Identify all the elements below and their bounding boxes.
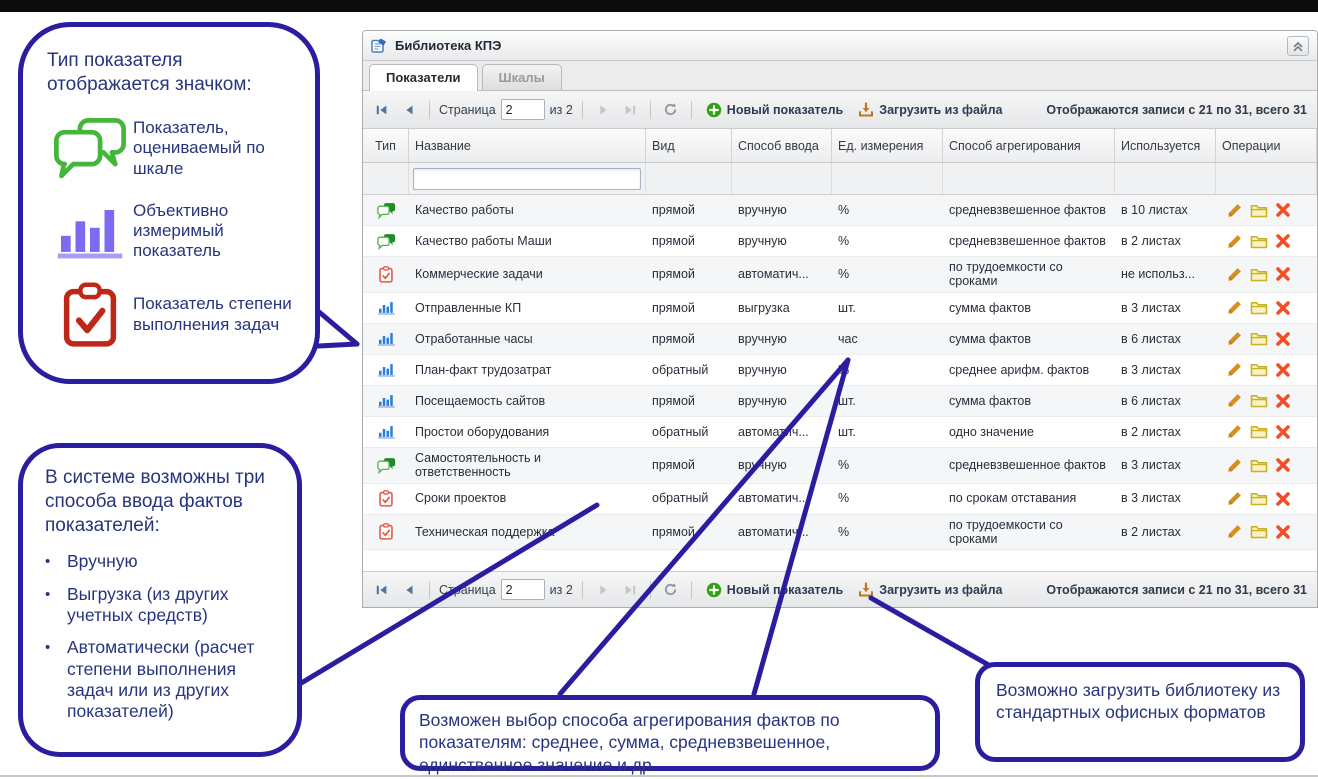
folder-icon[interactable] xyxy=(1250,300,1268,315)
toolbar-separator xyxy=(691,101,692,119)
table-row[interactable] xyxy=(363,257,1317,293)
cell-used: в 2 листах xyxy=(1121,524,1181,539)
delete-icon[interactable] xyxy=(1275,457,1291,473)
cell-kind: обратный xyxy=(652,362,709,377)
edit-icon[interactable] xyxy=(1226,423,1243,440)
scale-icon xyxy=(377,457,396,474)
grid-header xyxy=(363,129,1317,163)
next-page-button[interactable] xyxy=(592,99,614,121)
bullet-marker: • xyxy=(45,585,51,603)
table-row[interactable] xyxy=(363,324,1317,355)
prev-page-button[interactable] xyxy=(398,579,420,601)
cell-unit: % xyxy=(838,457,850,472)
cell-used: в 2 листах xyxy=(1121,233,1181,248)
edit-icon[interactable] xyxy=(1226,330,1243,347)
cell-kind: прямой xyxy=(652,300,695,315)
last-page-button[interactable] xyxy=(619,579,641,601)
cell-name: Простои оборудования xyxy=(415,424,550,439)
toolbar-separator xyxy=(582,581,583,599)
toolbar-separator xyxy=(650,101,651,119)
delete-icon[interactable] xyxy=(1275,524,1291,540)
bars-icon xyxy=(378,362,395,377)
delete-icon[interactable] xyxy=(1275,300,1291,316)
tab-scales[interactable]: Шкалы xyxy=(482,64,562,90)
callout-input-methods xyxy=(18,443,302,757)
cell-input: вручную xyxy=(738,393,787,408)
column-header-type[interactable]: Тип xyxy=(363,129,409,163)
cell-input: автоматич... xyxy=(738,267,809,282)
cell-name: Качество работы xyxy=(415,202,514,217)
cell-input: вручную xyxy=(738,457,787,472)
cell-kind: обратный xyxy=(652,491,709,506)
column-header-kind[interactable]: Вид xyxy=(646,129,732,163)
delete-icon[interactable] xyxy=(1275,202,1291,218)
table-row[interactable] xyxy=(363,515,1317,551)
callout-text: Возможно загрузить библиотеку из стандартных офисных форматов xyxy=(996,680,1281,723)
cell-operations xyxy=(1216,515,1317,550)
column-header-unit[interactable]: Ед. измерения xyxy=(832,129,943,163)
cell-used: в 3 листах xyxy=(1121,457,1181,472)
cell-aggregation: по трудоемкости со сроками xyxy=(949,517,1063,546)
panel-header xyxy=(363,31,1317,61)
folder-icon[interactable] xyxy=(1250,458,1268,473)
callout-import xyxy=(975,662,1305,762)
bottom-toolbar xyxy=(363,571,1317,607)
panel-title: Библиотека КПЭ xyxy=(395,38,502,53)
toolbar-separator xyxy=(429,101,430,119)
cell-name: Техническая поддержка xyxy=(415,524,555,539)
cell-input: автоматич... xyxy=(738,524,809,539)
table-row[interactable] xyxy=(363,448,1317,484)
library-icon xyxy=(371,37,388,54)
top-black-bar xyxy=(0,0,1318,12)
scale-icon xyxy=(377,202,396,219)
cell-kind: прямой xyxy=(652,331,695,346)
name-filter-input[interactable] xyxy=(413,168,641,190)
delete-icon[interactable] xyxy=(1275,233,1291,249)
bars-icon xyxy=(378,393,395,408)
folder-icon[interactable] xyxy=(1250,267,1268,282)
table-row[interactable] xyxy=(363,226,1317,257)
bars-icon xyxy=(378,331,395,346)
table-row[interactable] xyxy=(363,293,1317,324)
edit-icon[interactable] xyxy=(1226,457,1243,474)
edit-icon[interactable] xyxy=(1226,202,1243,219)
task-type-icon xyxy=(47,282,133,348)
cell-kind: прямой xyxy=(652,267,695,282)
cell-aggregation: по трудоемкости со сроками xyxy=(949,260,1063,289)
cell-aggregation: средневзвешенное фактов xyxy=(949,202,1106,217)
cell-aggregation: средневзвешенное фактов xyxy=(949,457,1106,472)
table-row[interactable] xyxy=(363,484,1317,515)
toolbar-separator xyxy=(650,581,651,599)
column-header-input[interactable]: Способ ввода xyxy=(732,129,832,163)
cell-aggregation: средневзвешенное фактов xyxy=(949,233,1106,248)
cell-operations xyxy=(1216,324,1317,354)
cell-unit: % xyxy=(838,524,850,539)
cell-input: вручную xyxy=(738,202,787,217)
refresh-button[interactable] xyxy=(660,579,682,601)
folder-icon[interactable] xyxy=(1250,331,1268,346)
callout-aggregation xyxy=(400,695,940,775)
cell-name: План-факт трудозатрат xyxy=(415,362,552,377)
folder-icon[interactable] xyxy=(1250,491,1268,506)
cell-used: в 6 листах xyxy=(1121,331,1181,346)
cell-unit: % xyxy=(838,202,850,217)
last-page-button[interactable] xyxy=(619,99,641,121)
page-of-label: из 2 xyxy=(549,582,573,597)
scale-type-icon xyxy=(47,117,133,181)
bullet-item: • Автоматически (расчет степени выполнения задач или из других показателей) xyxy=(45,637,255,722)
folder-icon[interactable] xyxy=(1250,424,1268,439)
bullet-item: • Вручную xyxy=(45,551,138,572)
cell-operations xyxy=(1216,484,1317,514)
edit-icon[interactable] xyxy=(1226,392,1243,409)
cell-used: в 2 листах xyxy=(1121,424,1181,439)
records-info: Отображаются записи с 21 по 31, всего 31 xyxy=(1046,582,1307,597)
folder-icon[interactable] xyxy=(1250,234,1268,249)
cell-name: Самостоятельность и ответственность xyxy=(415,450,541,480)
top-toolbar xyxy=(363,91,1317,129)
cell-unit: шт. xyxy=(838,424,856,439)
page-label: Страница xyxy=(439,582,496,597)
cell-aggregation: по срокам отставания xyxy=(949,491,1077,506)
page-label: Страница xyxy=(439,102,496,117)
cell-input: выгрузка xyxy=(738,300,790,315)
edit-icon[interactable] xyxy=(1226,490,1243,507)
type-item-scale xyxy=(47,117,297,181)
cell-unit: % xyxy=(838,491,850,506)
edit-icon[interactable] xyxy=(1226,233,1243,250)
column-header-name[interactable]: Название xyxy=(409,129,646,163)
cell-kind: прямой xyxy=(652,233,695,248)
column-header-operations[interactable]: Операции xyxy=(1216,129,1317,163)
table-row[interactable] xyxy=(363,355,1317,386)
cell-name: Отработанные часы xyxy=(415,331,533,346)
cell-kind: прямой xyxy=(652,457,695,472)
cell-operations xyxy=(1216,226,1317,256)
collapse-button[interactable] xyxy=(1287,36,1309,56)
first-page-button[interactable] xyxy=(371,99,393,121)
cell-used: в 3 листах xyxy=(1121,491,1181,506)
cell-name: Сроки проектов xyxy=(415,491,507,506)
type-item-bars xyxy=(47,201,297,262)
type-item-label: Показатель, оцениваемый по шкале xyxy=(133,117,265,178)
scale-icon xyxy=(377,233,396,250)
bullet-item: • Выгрузка (из других учетных средств) xyxy=(45,583,229,625)
toolbar-separator xyxy=(582,101,583,119)
cell-used: в 3 листах xyxy=(1121,300,1181,315)
page-input[interactable] xyxy=(501,579,545,600)
folder-icon[interactable] xyxy=(1250,203,1268,218)
delete-icon[interactable] xyxy=(1275,266,1291,282)
records-info: Отображаются записи с 21 по 31, всего 31 xyxy=(1046,102,1307,117)
bullet-marker: • xyxy=(45,639,51,657)
toolbar-separator xyxy=(429,581,430,599)
cell-used: в 6 листах xyxy=(1121,393,1181,408)
task-icon xyxy=(379,266,393,283)
cell-operations xyxy=(1216,195,1317,225)
delete-icon[interactable] xyxy=(1275,424,1291,440)
delete-icon[interactable] xyxy=(1275,331,1291,347)
type-item-label: Объективно измеримый показатель xyxy=(133,200,229,261)
edit-icon[interactable] xyxy=(1226,299,1243,316)
cell-unit: % xyxy=(838,233,850,248)
refresh-button[interactable] xyxy=(660,99,682,121)
cell-unit: % xyxy=(838,362,850,377)
cell-aggregation: сумма фактов xyxy=(949,331,1031,346)
table-row[interactable] xyxy=(363,195,1317,226)
cell-unit: шт. xyxy=(838,300,856,315)
delete-icon[interactable] xyxy=(1275,362,1291,378)
folder-icon[interactable] xyxy=(1250,524,1268,539)
task-icon xyxy=(379,490,393,507)
callout-title: Тип показателя отображается значком: xyxy=(47,50,252,95)
cell-operations xyxy=(1216,355,1317,385)
cell-input: вручную xyxy=(738,362,787,377)
cell-used: в 3 листах xyxy=(1121,362,1181,377)
cell-input: вручную xyxy=(738,233,787,248)
cell-kind: прямой xyxy=(652,524,695,539)
grid-rows xyxy=(363,195,1317,571)
toolbar-separator xyxy=(691,581,692,599)
bullet-marker: • xyxy=(45,553,51,571)
tab-indicators[interactable]: Показатели xyxy=(369,64,478,91)
edit-icon[interactable] xyxy=(1226,361,1243,378)
cell-operations xyxy=(1216,257,1317,292)
type-item-task xyxy=(47,282,297,348)
folder-icon[interactable] xyxy=(1250,393,1268,408)
column-header-aggregation[interactable]: Способ агрегирования xyxy=(943,129,1115,163)
callout-text: Возможен выбор способа агрегирования фактов по показателям: среднее, сумма, средневзвешенное, единственное значение и др. xyxy=(419,710,840,775)
bars-type-icon xyxy=(47,202,133,260)
bars-icon xyxy=(378,424,395,439)
task-icon xyxy=(379,523,393,540)
cell-input: автоматич... xyxy=(738,424,809,439)
first-page-button[interactable] xyxy=(371,579,393,601)
cell-used: не использ... xyxy=(1121,267,1195,282)
cell-kind: обратный xyxy=(652,424,709,439)
filter-row xyxy=(363,163,1317,195)
load-from-file-button[interactable]: Загрузить из файла xyxy=(853,580,1007,600)
table-row[interactable] xyxy=(363,386,1317,417)
cell-operations xyxy=(1216,417,1317,447)
tab-strip xyxy=(363,61,1317,91)
cell-name: Посещаемость сайтов xyxy=(415,393,546,408)
page-input[interactable] xyxy=(501,99,545,120)
bars-icon xyxy=(378,300,395,315)
cell-unit: час xyxy=(838,331,858,346)
type-item-label: Показатель степени выполнения задач xyxy=(133,294,292,334)
cell-operations xyxy=(1216,386,1317,416)
cell-kind: прямой xyxy=(652,393,695,408)
next-page-button[interactable] xyxy=(592,579,614,601)
new-indicator-button[interactable]: Новый показатель xyxy=(701,100,848,120)
cell-aggregation: сумма фактов xyxy=(949,393,1031,408)
column-header-used[interactable]: Используется xyxy=(1115,129,1216,163)
callout-indicator-types xyxy=(18,22,320,384)
cell-input: автоматич... xyxy=(738,491,809,506)
edit-icon[interactable] xyxy=(1226,266,1243,283)
edit-icon[interactable] xyxy=(1226,523,1243,540)
new-indicator-button[interactable]: Новый показатель xyxy=(701,580,848,600)
cell-used: в 10 листах xyxy=(1121,202,1188,217)
delete-icon[interactable] xyxy=(1275,393,1291,409)
table-row[interactable] xyxy=(363,417,1317,448)
cell-aggregation: одно значение xyxy=(949,424,1034,439)
cell-name: Отправленные КП xyxy=(415,300,522,315)
cell-aggregation: среднее арифм. фактов xyxy=(949,362,1090,377)
cell-unit: шт. xyxy=(838,393,856,408)
cell-unit: % xyxy=(838,267,850,282)
bullet-list xyxy=(45,551,283,722)
cell-operations xyxy=(1216,448,1317,483)
cell-operations xyxy=(1216,293,1317,323)
cell-aggregation: сумма фактов xyxy=(949,300,1031,315)
cell-kind: прямой xyxy=(652,202,695,217)
load-from-file-button[interactable]: Загрузить из файла xyxy=(853,100,1007,120)
cell-input: вручную xyxy=(738,331,787,346)
kpi-library-panel xyxy=(362,30,1318,608)
folder-icon[interactable] xyxy=(1250,362,1268,377)
prev-page-button[interactable] xyxy=(398,99,420,121)
callout-title: В системе возможны три способа ввода фактов показателей: xyxy=(45,467,265,536)
page-of-label: из 2 xyxy=(549,102,573,117)
cell-name: Коммерческие задачи xyxy=(415,267,543,282)
delete-icon[interactable] xyxy=(1275,491,1291,507)
cell-name: Качество работы Маши xyxy=(415,233,552,248)
